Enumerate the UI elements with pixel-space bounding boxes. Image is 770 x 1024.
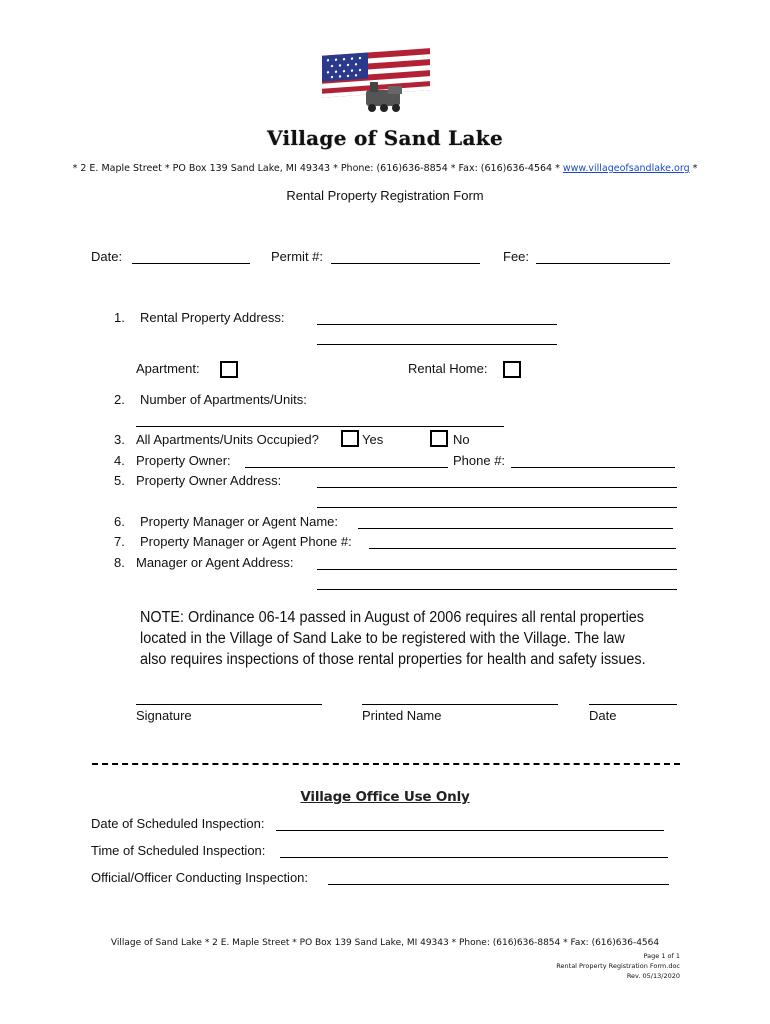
date-label: Date: — [91, 249, 123, 264]
note-line-3: also requires inspections of those rental properties for health and safety issues. — [140, 651, 646, 668]
item-number: 4. — [114, 453, 125, 468]
owner-address-field-2[interactable] — [317, 507, 677, 508]
item-number: 1. — [114, 310, 125, 325]
rental-home-checkbox[interactable] — [503, 361, 521, 378]
phone-label: Phone #: — [453, 453, 506, 468]
signature-date-field[interactable] — [589, 704, 677, 705]
property-owner-field[interactable] — [245, 467, 448, 468]
manager-address-label: Manager or Agent Address: — [136, 555, 294, 570]
website-link[interactable]: www.villageofsandlake.org — [562, 163, 690, 174]
rental-home-label: Rental Home: — [408, 361, 488, 376]
number-of-units-field[interactable] — [136, 426, 504, 427]
office-use-heading: Village Office Use Only — [300, 789, 470, 805]
item-number: 5. — [114, 473, 125, 488]
apartment-label: Apartment: — [136, 361, 200, 376]
document-filename: Rental Property Registration Form.doc — [556, 962, 680, 970]
contact-suffix: * — [689, 163, 698, 174]
owner-address-label: Property Owner Address: — [136, 473, 282, 488]
printed-name-label: Printed Name — [362, 708, 442, 723]
fee-field[interactable] — [536, 263, 670, 264]
manager-address-field-1[interactable] — [317, 569, 677, 570]
printed-name-field[interactable] — [362, 704, 558, 705]
signature-label: Signature — [136, 708, 192, 723]
no-label: No — [453, 432, 470, 447]
item-number: 3. — [114, 432, 125, 447]
rental-address-field-1[interactable] — [317, 324, 557, 325]
apartment-checkbox[interactable] — [220, 361, 238, 378]
item-number: 6. — [114, 514, 125, 529]
item-number: 8. — [114, 555, 125, 570]
occupied-no-checkbox[interactable] — [430, 430, 448, 447]
manager-name-label: Property Manager or Agent Name: — [140, 514, 338, 529]
official-label: Official/Officer Conducting Inspection: — [91, 870, 309, 885]
form-title: Rental Property Registration Form — [286, 188, 484, 203]
permit-field[interactable] — [331, 263, 480, 264]
scheduled-date-label: Date of Scheduled Inspection: — [91, 816, 265, 831]
revision-date: Rev. 05/13/2020 — [626, 972, 680, 980]
official-field[interactable] — [328, 884, 669, 885]
manager-phone-field[interactable] — [369, 548, 676, 549]
fee-label: Fee: — [503, 249, 530, 264]
yes-label: Yes — [362, 432, 384, 447]
rental-address-label: Rental Property Address: — [140, 310, 285, 325]
permit-label: Permit #: — [271, 249, 324, 264]
item-number: 2. — [114, 392, 125, 407]
manager-address-field-2[interactable] — [317, 589, 677, 590]
occupied-yes-checkbox[interactable] — [341, 430, 359, 447]
signature-date-label: Date — [589, 708, 617, 723]
number-of-units-label: Number of Apartments/Units: — [140, 392, 307, 407]
header-contact-line — [0, 163, 770, 174]
page-number: Page 1 of 1 — [643, 952, 680, 960]
flag-and-train-logo — [318, 46, 438, 116]
note-line-2: located in the Village of Sand Lake to be registered with the Village. The law — [140, 630, 625, 647]
owner-address-field-1[interactable] — [317, 487, 677, 488]
item-number: 7. — [114, 534, 125, 549]
owner-phone-field[interactable] — [511, 467, 675, 468]
scheduled-time-field[interactable] — [280, 857, 668, 858]
occupied-label: All Apartments/Units Occupied? — [136, 432, 319, 447]
signature-field[interactable] — [136, 704, 322, 705]
village-title: Village of Sand Lake — [267, 126, 503, 150]
manager-name-field[interactable] — [358, 528, 673, 529]
contact-prefix: * 2 E. Maple Street * PO Box 139 Sand Lake, MI 49343 * Phone: (616)636-8854 * Fax: (616)636-4564 * — [72, 163, 563, 174]
rental-address-field-2[interactable] — [317, 344, 557, 345]
scheduled-time-label: Time of Scheduled Inspection: — [91, 843, 266, 858]
note-line-1: NOTE: Ordinance 06-14 passed in August of 2006 requires all rental properties — [140, 609, 645, 626]
cut-line-divider — [92, 763, 680, 765]
property-owner-label: Property Owner: — [136, 453, 231, 468]
date-field[interactable] — [132, 263, 250, 264]
footer-address: Village of Sand Lake * 2 E. Maple Street * PO Box 139 Sand Lake, MI 49343 * Phone: (616)636-8854 * Fax: (616)636-4564 — [110, 938, 660, 948]
scheduled-date-field[interactable] — [276, 830, 664, 831]
manager-phone-label: Property Manager or Agent Phone #: — [140, 534, 352, 549]
